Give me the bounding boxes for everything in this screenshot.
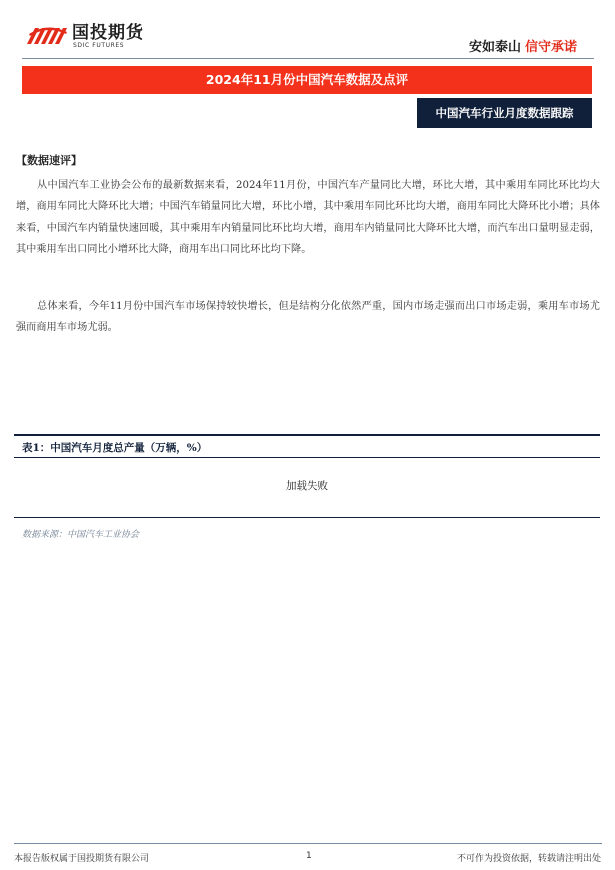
table-title: 表1：中国汽车月度总产量（万辆，%） [22, 442, 208, 454]
report-category: 中国汽车行业月度数据跟踪 [417, 98, 592, 128]
slogan-part-2: 信守承诺 [524, 40, 577, 55]
header-divider [22, 58, 594, 59]
table-header-rule [14, 457, 600, 458]
page-number: 1 [306, 851, 312, 861]
data-source-note: 数据来源：中国汽车工业协会 [22, 530, 140, 540]
footer-copyright: 本报告版权属于国投期货有限公司 [14, 854, 150, 864]
logo-chinese-name: 国投期货 [72, 23, 144, 43]
report-title: 2024年11月份中国汽车数据及点评 [22, 66, 592, 94]
slogan [469, 36, 577, 55]
logo-english-name: SDIC FUTURES [73, 42, 125, 49]
company-logo [25, 24, 155, 50]
slogan-part-1: 安如泰山 [468, 40, 521, 55]
commentary-paragraph-1: 从中国汽车工业协会公布的最新数据来看，2024年11月份，中国汽车产量同比大增，环比大增，其中乘用车同比环比均大增，商用车同比大降环比大增；中国汽车销量同比大增，环比小增，其中乘用车同比环比均大增，商用车同比大降环比小增；具体来看，中国汽车内销量快速回暖，其中乘用车内销量同比环比均大增，商用车内销量同比大降环比大增，而汽车出口量明显走弱，其中乘用车出口同比小增环比大降，商用车出口同比环比均下降。 [16, 180, 600, 255]
commentary-paragraph-2: 总体来看，今年11月份中国汽车市场保持较快增长，但是结构分化依然严重，国内市场走强而出口市场走弱，乘用车市场尤强而商用车市场尤弱。 [16, 301, 600, 334]
footer-divider [14, 843, 602, 844]
table-bottom-rule [14, 517, 600, 518]
table-top-rule [14, 434, 600, 436]
logo-mark-icon [25, 24, 69, 46]
table-load-failed-text: 加载失败 [286, 480, 328, 492]
commentary-heading: 【数据速评】 [16, 154, 82, 167]
footer-disclaimer: 不可作为投资依据，转载请注明出处 [456, 854, 601, 864]
